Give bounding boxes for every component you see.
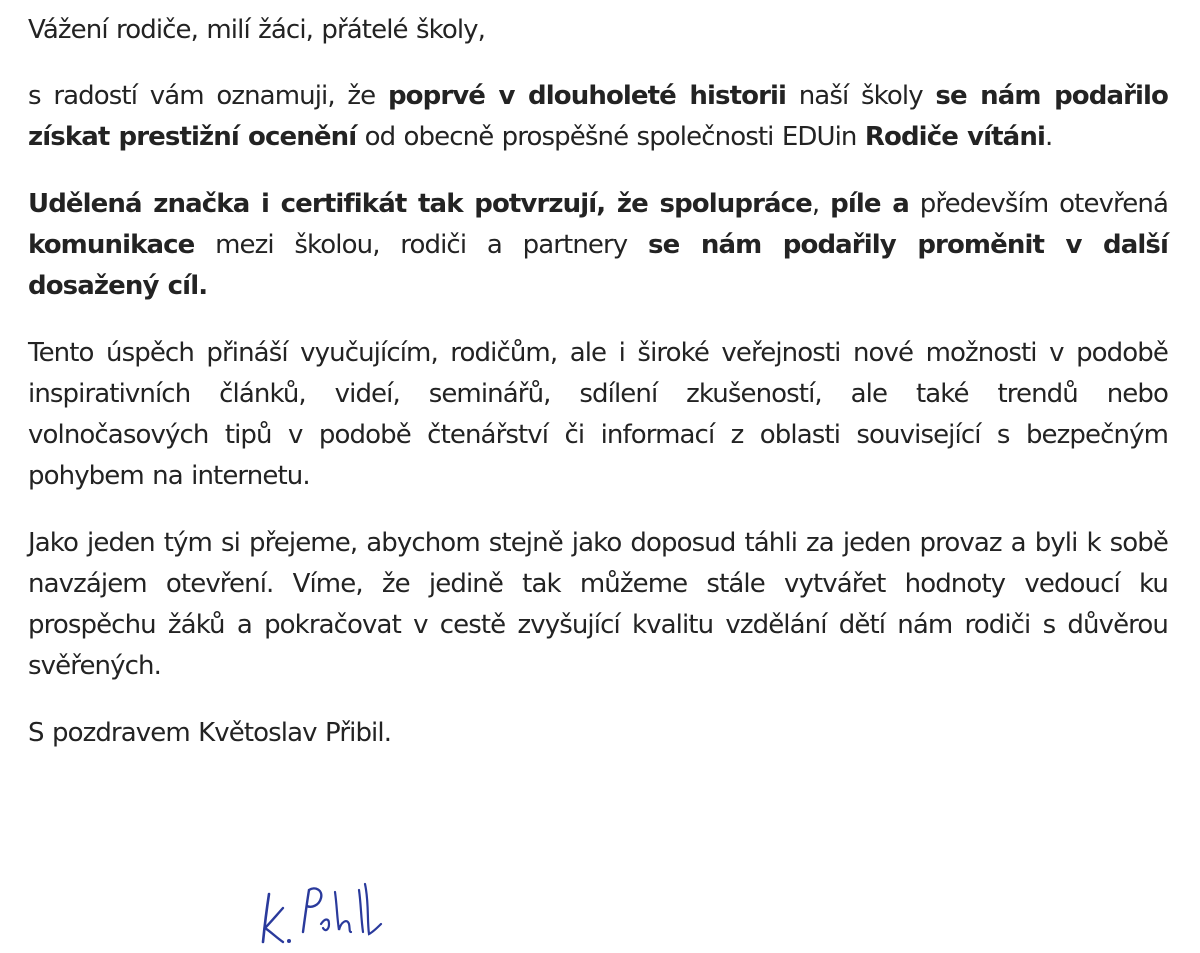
text-span: mezi školou, rodiči a partnery bbox=[194, 230, 649, 260]
text-span: . bbox=[1044, 122, 1053, 152]
paragraph-team: Jako jeden tým si přejeme, abychom stejně jako doposud táhli za jeden provaz a byli k sobě navzájem otevření. Víme, že jedině tak můžeme stále vytvářet hodnoty vedoucí ku prospěchu žáků a pokračovat v cestě zvyšující kvalitu vzdělání dětí nám rodiči s důvěrou svěřených. bbox=[28, 528, 1168, 681]
bold-span: píle a bbox=[830, 189, 909, 219]
text-span: , bbox=[811, 189, 831, 219]
letter-body bbox=[28, 10, 1168, 754]
text-span: od obecně prospěšné společnosti EDUin bbox=[356, 122, 865, 152]
bold-span: se nám podařilo získat prestižní ocenění bbox=[28, 81, 1169, 152]
letter-greeting: Vážení rodiče, milí žáci, přátelé školy, bbox=[28, 15, 486, 45]
paragraph-award-announcement bbox=[28, 76, 1168, 158]
signature-drawing bbox=[255, 872, 395, 952]
bold-span: Udělená značka i certifikát tak potvrzují, že spolupráce bbox=[28, 189, 812, 219]
text-span: především otevřená bbox=[908, 189, 1168, 219]
handwritten-signature bbox=[255, 872, 395, 952]
text-span: s radostí vám oznamuji, že bbox=[28, 81, 388, 111]
bold-span: komunikace bbox=[28, 230, 195, 260]
paragraph-certificate bbox=[28, 184, 1168, 307]
bold-span: Rodiče vítáni bbox=[864, 122, 1045, 152]
paragraph-benefits: Tento úspěch přináší vyučujícím, rodičům, ale i široké veřejnosti nové možnosti v podobě inspirativních článků, videí, seminářů, sdílení zkušeností, ale také trendů nebo volnočasových tipů v podobě čtenářství či informací z oblasti související s bezpečným pohybem na internetu. bbox=[28, 338, 1168, 491]
letter-closing: S pozdravem Květoslav Přibil. bbox=[28, 718, 392, 748]
text-span: naší školy bbox=[786, 81, 936, 111]
bold-span: se nám podařily proměnit v další dosažený cíl. bbox=[28, 230, 1168, 301]
bold-span: poprvé v dlouholeté historii bbox=[387, 81, 787, 111]
